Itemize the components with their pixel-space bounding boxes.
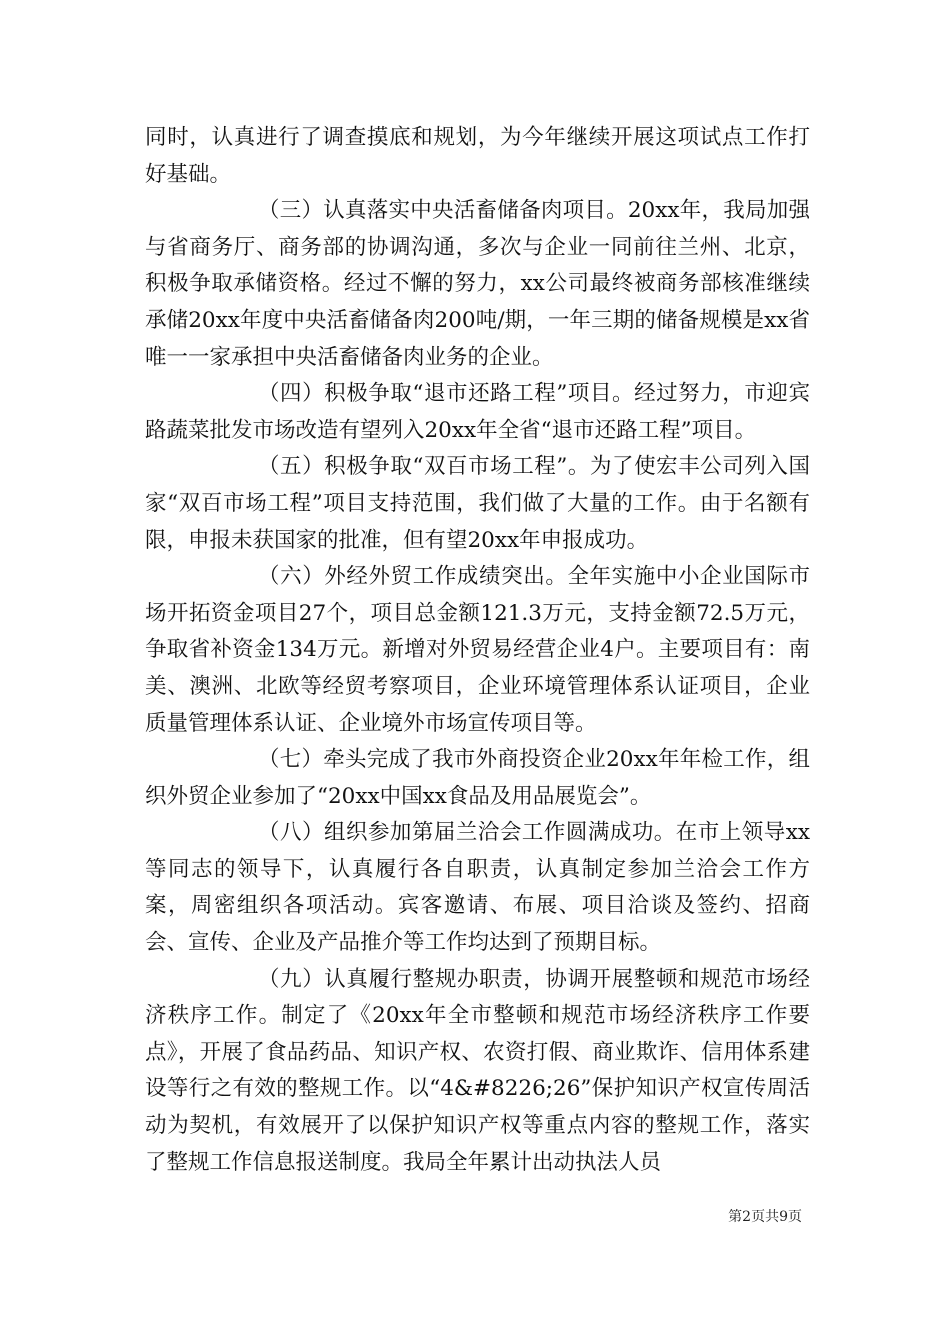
document-body [145, 120, 810, 1181]
paragraph-item-6: （六）外经外贸工作成绩突出。全年实施中小企业国际市场开拓资金项目27个，项目总金额121.3万元，支持金额72.5万元，争取省补资金134万元。新增对外贸易经营企业4户。主要项目有：南美、澳洲、北欧等经贸考察项目，企业环境管理体系认证项目，企业质量管理体系认证、企业境外市场宣传项目等。 [145, 564, 810, 736]
paragraph-item-5: （五）积极争取“双百市场工程”。为了使宏丰公司列入国家“双百市场工程”项目支持范围，我们做了大量的工作。由于名额有限，申报未获国家的批准，但有望20xx年申报成功。 [145, 454, 810, 553]
paragraph-item-4: （四）积极争取“退市还路工程”项目。经过努力，市迎宾路蔬菜批发市场改造有望列入20xx年全省“退市还路工程”项目。 [145, 381, 810, 443]
paragraph-item-9: （九）认真履行整规办职责，协调开展整顿和规范市场经济秩序工作。制定了《20xx年全市整顿和规范市场经济秩序工作要点》，开展了食品药品、知识产权、农资打假、商业欺诈、信用体系建设等行之有效的整规工作。以“4&#8226;26”保护知识产权宣传周活动为契机，有效展开了以保护知识产权等重点内容的整规工作，落实了整规工作信息报送制度。我局全年累计出动执法人员 [145, 966, 810, 1175]
paragraph-item-8: （八）组织参加第届兰洽会工作圆满成功。在市上领导xx等同志的领导下，认真履行各自职责，认真制定参加兰洽会工作方案，周密组织各项活动。宾客邀请、布展、项目洽谈及签约、招商会、宣传、企业及产品推介等工作均达到了预期目标。 [145, 820, 810, 956]
page-number-footer: 第2页共9页 [728, 1209, 802, 1225]
paragraph-item-7: （七）牵头完成了我市外商投资企业20xx年年检工作，组织外贸企业参加了“20xx中国xx食品及用品展览会”。 [145, 747, 810, 809]
paragraph-continuation: 同时，认真进行了调查摸底和规划，为今年继续开展这项试点工作打好基础。 [145, 125, 810, 187]
paragraph-item-3: （三）认真落实中央活畜储备肉项目。20xx年，我局加强与省商务厅、商务部的协调沟通，多次与企业一同前往兰州、北京，积极争取承储资格。经过不懈的努力，xx公司最终被商务部核准继续承储20xx年度中央活畜储备肉200吨/期，一年三期的储备规模是xx省唯一一家承担中央活畜储备肉业务的企业。 [145, 198, 810, 370]
